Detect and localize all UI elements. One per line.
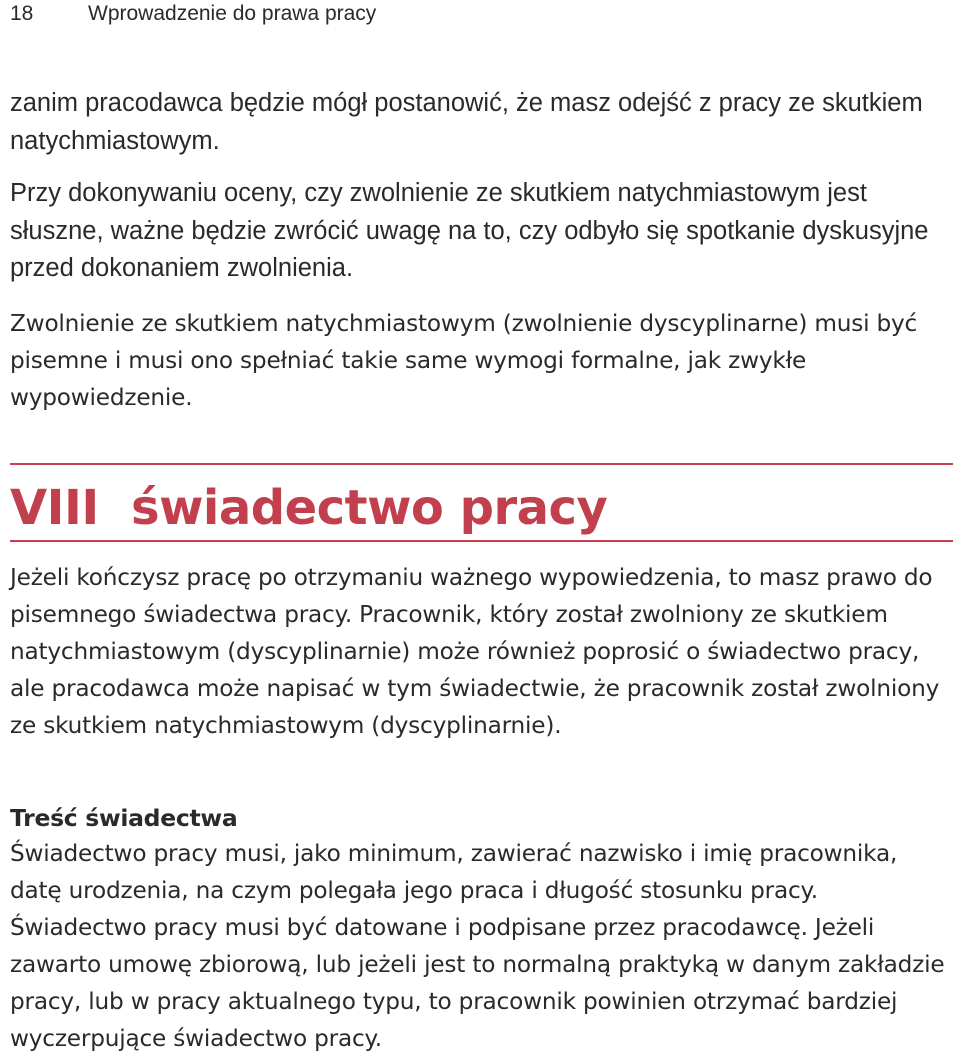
running-title: Wprowadzenie do prawa pracy	[88, 2, 377, 25]
section-number: VIII	[10, 480, 99, 536]
intro-paragraph-3: Zwolnienie ze skutkiem natychmiastowym (zwolnienie dyscyplinarne) musi być pisemne i musi ono spełniać takie same wymogi formalne, jak zwykłe wypowiedzenie.	[10, 310, 918, 411]
intro-paragraph-2: Przy dokonywaniu oceny, czy zwolnienie ze skutkiem natychmiastowym jest słuszne, ważne będzie zwrócić uwagę na to, czy odbyło się spotkanie dyskusyjne przed dokonaniem zwolnienia.	[10, 179, 929, 282]
section-bottom-rule	[10, 540, 953, 542]
section-body-paragraph: Jeżeli kończysz pracę po otrzymaniu ważnego wypowiedzenia, to masz prawo do pisemnego świadectwa pracy. Pracownik, który został zwolniony ze skutkiem natychmiastowym (dyscyplinarnie) może również poprosić o świadectwo pracy, ale pracodawca może napisać w tym świadectwie, że pracownik został zwolniony ze skutkiem natychmiastowym (dyscyplinarnie).	[10, 564, 940, 739]
page-number: 18	[10, 2, 34, 25]
subsection-body-paragraph: Świadectwo pracy musi, jako minimum, zawierać nazwisko i imię pracownika, datę urodzenia, na czym polegała jego praca i długość stosunku pracy. Świadectwo pracy musi być datowane i podpisane przez pracodawcę. Jeżeli zawarto umowę zbiorową, lub jeżeli jest to normalną praktyką w danym zakładzie pracy, lub w pracy aktualnego typu, to pracownik powinien otrzymać bardziej wyczerpujące świadectwo pracy.	[10, 840, 945, 1052]
intro-paragraph-1: zanim pracodawca będzie mógł postanowić, że masz odejść z pracy ze skutkiem natychmiastowym.	[10, 89, 923, 155]
subheading: Treść świadectwa	[10, 804, 238, 832]
section-title: świadectwo pracy	[131, 480, 608, 536]
section-top-rule	[10, 463, 953, 465]
